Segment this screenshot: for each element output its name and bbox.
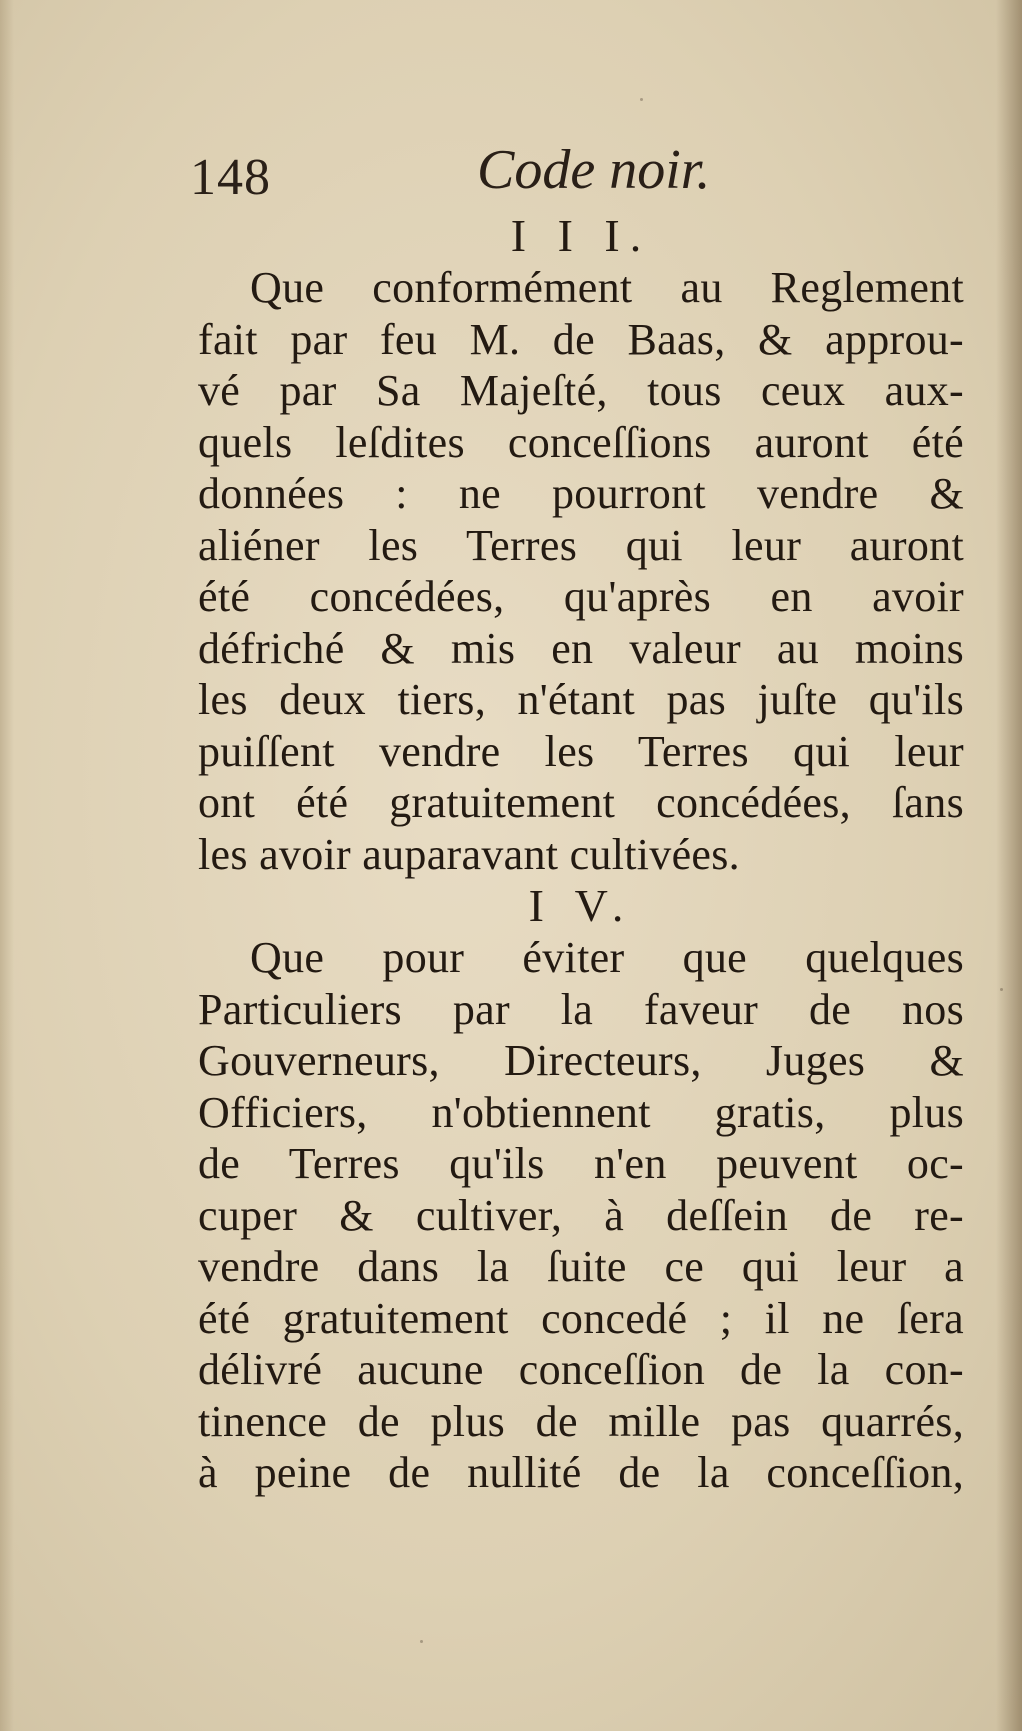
text-line: délivré aucune conceſſion de la con- <box>198 1345 964 1394</box>
article-number: I V. <box>528 880 634 931</box>
text-line: données : ne pourront vendre & <box>198 469 964 518</box>
text-line: puiſſent vendre les Terres qui leur <box>198 726 964 776</box>
paper-speck <box>420 1640 423 1643</box>
page-header <box>190 138 960 208</box>
text-line: les deux tiers, n'étant pas juſte qu'ils <box>198 675 964 724</box>
text-line: vendre dans la ſuite ce qui leur a <box>198 1242 964 1291</box>
text-line: les avoir auparavant cultivées. <box>198 829 740 879</box>
text-line: Particuliers par la faveur de nos <box>198 984 964 1034</box>
article-number: I I I. <box>510 210 652 261</box>
text-line: Que conformément au Reglement <box>250 263 964 312</box>
paper-speck <box>1000 988 1003 991</box>
text-line: vé par Sa Majeſté, tous ceux aux- <box>198 366 964 415</box>
text-line: ont été gratuitement concédées, ſans <box>198 778 964 827</box>
text-line: aliéner les Terres qui leur auront <box>198 520 964 570</box>
page-edge-shading <box>0 0 14 1731</box>
page-number: 148 <box>190 149 271 206</box>
text-line: Gouverneurs, Directeurs, Juges & <box>198 1036 964 1085</box>
text-block <box>198 210 964 1499</box>
text-line: de Terres qu'ils n'en peuvent oc- <box>198 1139 964 1188</box>
text-line: tinence de plus de mille pas quarrés, <box>198 1396 964 1446</box>
text-line: à peine de nullité de la conceſſion, <box>198 1448 964 1497</box>
text-line: Officiers, n'obtiennent gratis, plus <box>198 1087 964 1137</box>
text-line: défriché & mis en valeur au moins <box>198 623 964 673</box>
text-line: fait par feu M. de Baas, & approu- <box>198 314 964 364</box>
text-line: Que pour éviter que quelques <box>250 933 964 982</box>
text-line: été concédées, qu'après en avoir <box>198 572 964 621</box>
running-title: Code noir. <box>477 139 711 201</box>
text-line: quels leſdites conceſſions auront été <box>198 417 964 467</box>
text-line: été gratuitement concedé ; il ne ſera <box>198 1293 964 1343</box>
gutter-shadow <box>996 0 1022 1731</box>
text-line: cuper & cultiver, à deſſein de re- <box>198 1190 964 1240</box>
paper-speck <box>640 98 643 101</box>
